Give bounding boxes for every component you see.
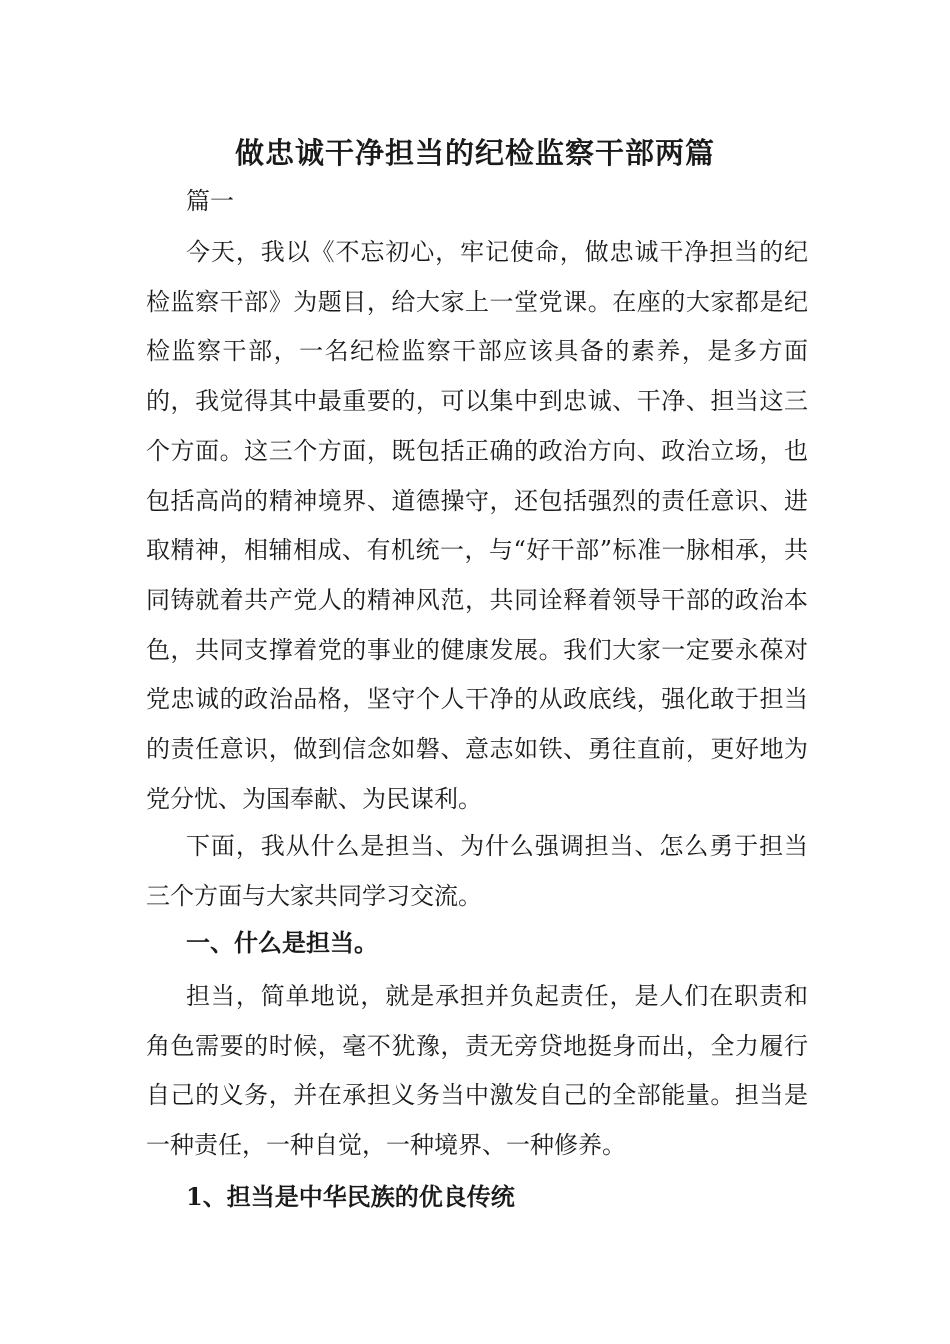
body-paragraph: 下面，我从什么是担当、为什么强调担当、怎么勇于担当三个方面与大家共同学习交流。 (146, 832, 808, 910)
body-paragraph: 担当，简单地说，就是承担并负起责任，是人们在职责和角色需要的时候，毫不犹豫，责无旁贷地挺身而出，全力履行自己的义务，并在承担义务当中激发自己的全部能量。担当是一种责任，一种自觉，一种境界、一种修养。 (146, 982, 808, 1160)
section-heading: 一、什么是担当。 (186, 928, 378, 957)
body-paragraph: 今天，我以《不忘初心，牢记使命，做忠诚干净担当的纪检监察干部》为题目，给大家上一堂党课。在座的大家都是纪检监察干部，一名纪检监察干部应该具备的素养，是多方面的，我觉得其中最重要的，可以集中到忠诚、干净、担当这三个方面。这三个方面，既包括正确的政治方向、政治立场，也包括高尚的精神境界、道德操守，还包括强烈的责任意识、进取精神，相辅相成、有机统一，与“好干部”标准一脉相承，共同铸就着共产党人的精神风范，共同诠释着领导干部的政治本色，共同支撑着党的事业的健康发展。我们大家一定要永葆对党忠诚的政治品格，坚守个人干净的从政底线，强化敢于担当的责任意识，做到信念如磐、意志如铁、勇往直前，更好地为党分忧、为国奉献、为民谋利。 (146, 238, 808, 813)
section-label: 篇一 (186, 187, 234, 215)
document-title: 做忠诚干净担当的纪检监察干部两篇 (234, 136, 715, 170)
subsection-heading: 1、担当是中华民族的优良传统 (186, 1182, 515, 1211)
